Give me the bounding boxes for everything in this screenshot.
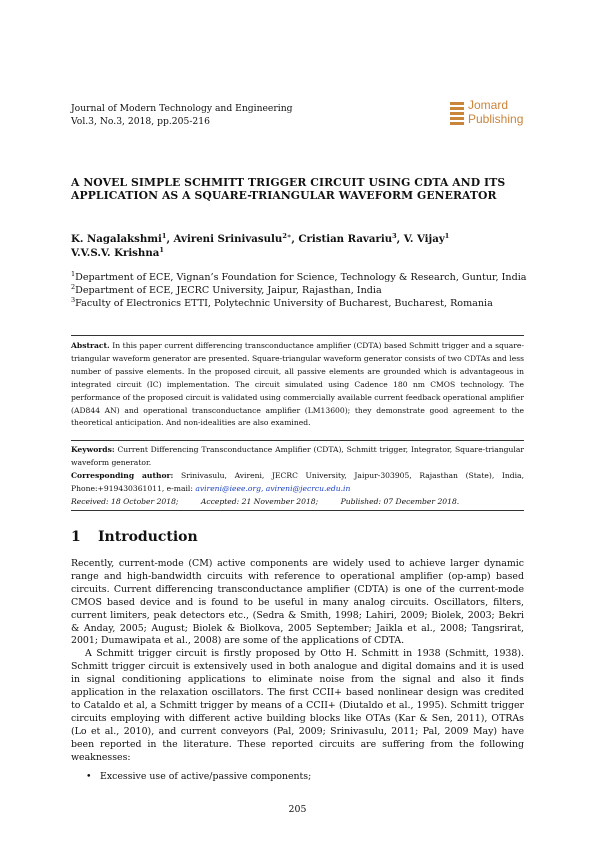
logo-text: Jomard Publishing bbox=[468, 98, 524, 126]
paragraph: A Schmitt trigger circuit is firstly proposed by Otto H. Schmitt in 1938 (Schmitt, 1938). Schmitt trigger circuit is extensively used in both analogue and digital domains and it is used in signal conditioning applications to eliminate noise from the signal and also it finds application in the relaxation oscillators. The first CCII+ based nonlinear design was credited to Cataldo et al, a Schmitt trigger by means of a CCII+ (Diutaldo et al., 1995). Schmitt trigger circuits employing with different active building blocks like OTAs (Kar & Sen, 2011), OTRAs (Lo et al., 2010), and current conveyors (Pal, 2009; Srinivasulu, 2011; Pal, 2009 May) have been reported in the literature. These reported circuits are suffering from the following weaknesses: bbox=[71, 648, 524, 763]
accepted-date: Accepted: 21 November 2018; bbox=[200, 497, 319, 506]
section-title: Introduction bbox=[98, 529, 198, 545]
email-link[interactable]: avireni@ieee.org, avireni@jecrcu.edu.in bbox=[195, 483, 351, 493]
author: Cristian Ravariu bbox=[298, 233, 393, 245]
abstract-text: In this paper current differencing transconductance amplifier (CDTA) based Schmitt trigger and a square-triangular waveform generator are presented. Square-triangular waveform generator consists of two CDTAs and less number of passive elements. In the proposed circuit, all passive elements are grounded which is advantageous in integrated circuit (IC) implementation. The circuit simulated using Cadence 180 nm CMOS technology. The performance of the proposed circuit is validated using commercially available current feedback operational amplifier (AD844 AN) and operational transconductance amplifier (LM13600); they demonstrate good agreement to the theoretical anticipation. And non-idealities are also examined. bbox=[71, 341, 524, 428]
published-date: Published: 07 December 2018. bbox=[340, 497, 460, 506]
paper-title: A NOVEL SIMPLE SCHMITT TRIGGER CIRCUIT USING CDTA AND ITS APPLICATION AS A SQUARE-TRIANGULAR WAVEFORM GENERATOR bbox=[71, 176, 506, 202]
author: Avireni Srinivasulu bbox=[173, 233, 283, 245]
keywords bbox=[71, 444, 524, 470]
logo-icon bbox=[450, 102, 464, 126]
divider bbox=[71, 335, 524, 336]
affiliation: $^3$Faculty of Electronics ETTI, Polytechnic University of Bucharest, Bucharest, Romania bbox=[71, 296, 493, 309]
author: V. Vijay bbox=[403, 233, 445, 245]
body-text bbox=[71, 558, 524, 765]
journal-header bbox=[71, 103, 293, 128]
corresponding-author bbox=[71, 470, 524, 496]
author: V.V.S.V. Krishna bbox=[71, 246, 160, 259]
corresponding-label: Corresponding author: bbox=[71, 471, 174, 480]
divider bbox=[71, 510, 524, 511]
journal-issue: Vol.3, No.3, 2018, pp.205-216 bbox=[71, 115, 210, 127]
section-number: 1 bbox=[71, 529, 81, 545]
paragraph: Recently, current-mode (CM) active components are widely used to achieve larger dynamic range and high-bandwidth circuits with reference to operational amplifier (op-amp) based circuits. Current differencing transconductance amplifier (CDTA) is one of the current-mode CMOS based device and is found to be useful in many analog circuits. Oscillators, filters, current limiters, peak detectors etc., (Sedra & Smith, 1998; Lahiri, 2009; Biolek, 2003; Bekri & Anday, 2005; August; Biolek & Biolkova, 2005 September; Jaikla et al., 2008; Tangsrirat, 2001; Dumawipata et al., 2008) are some of the applications of CDTA. bbox=[71, 558, 524, 647]
publication-dates bbox=[71, 496, 524, 509]
affiliation: $^2$Department of ECE, JECRC University, Jaipur, Rajasthan, India bbox=[71, 283, 382, 296]
author-list: K. Nagalakshmi$^1$, Avireni Srinivasulu$^{2∗}$, Cristian Ravariu$^3$, V. Vijay$^1$ V.V.S.V. Krishna$^1$ bbox=[71, 232, 450, 259]
bullet-item: • Excessive use of active/passive components; bbox=[86, 771, 312, 782]
divider bbox=[71, 440, 524, 441]
affiliation: $^1$Department of ECE, Vignan’s Foundation for Science, Technology & Research, Guntur, India bbox=[71, 270, 527, 283]
bullet-icon: • bbox=[86, 771, 92, 782]
abstract bbox=[71, 340, 524, 430]
keywords-label: Keywords: bbox=[71, 445, 115, 454]
journal-name: Journal of Modern Technology and Engineering bbox=[71, 103, 293, 114]
abstract-label: Abstract. bbox=[71, 341, 110, 350]
affiliations bbox=[71, 271, 536, 310]
publisher-logo bbox=[450, 99, 530, 129]
section-heading bbox=[71, 529, 198, 545]
keywords-text: Current Differencing Transconductance Amplifier (CDTA), Schmitt trigger, Integrator, Square-triangular waveform generator. bbox=[71, 445, 524, 467]
corresponding-text: Srinivasulu, Avireni, JECRC University, Jaipur-303905, Rajasthan (State), India, Phone:+919430361011, e-mail: bbox=[71, 471, 525, 493]
received-date: Received: 18 October 2018; bbox=[71, 497, 179, 506]
page-number: 205 bbox=[288, 804, 307, 815]
author: K. Nagalakshmi bbox=[71, 233, 162, 245]
